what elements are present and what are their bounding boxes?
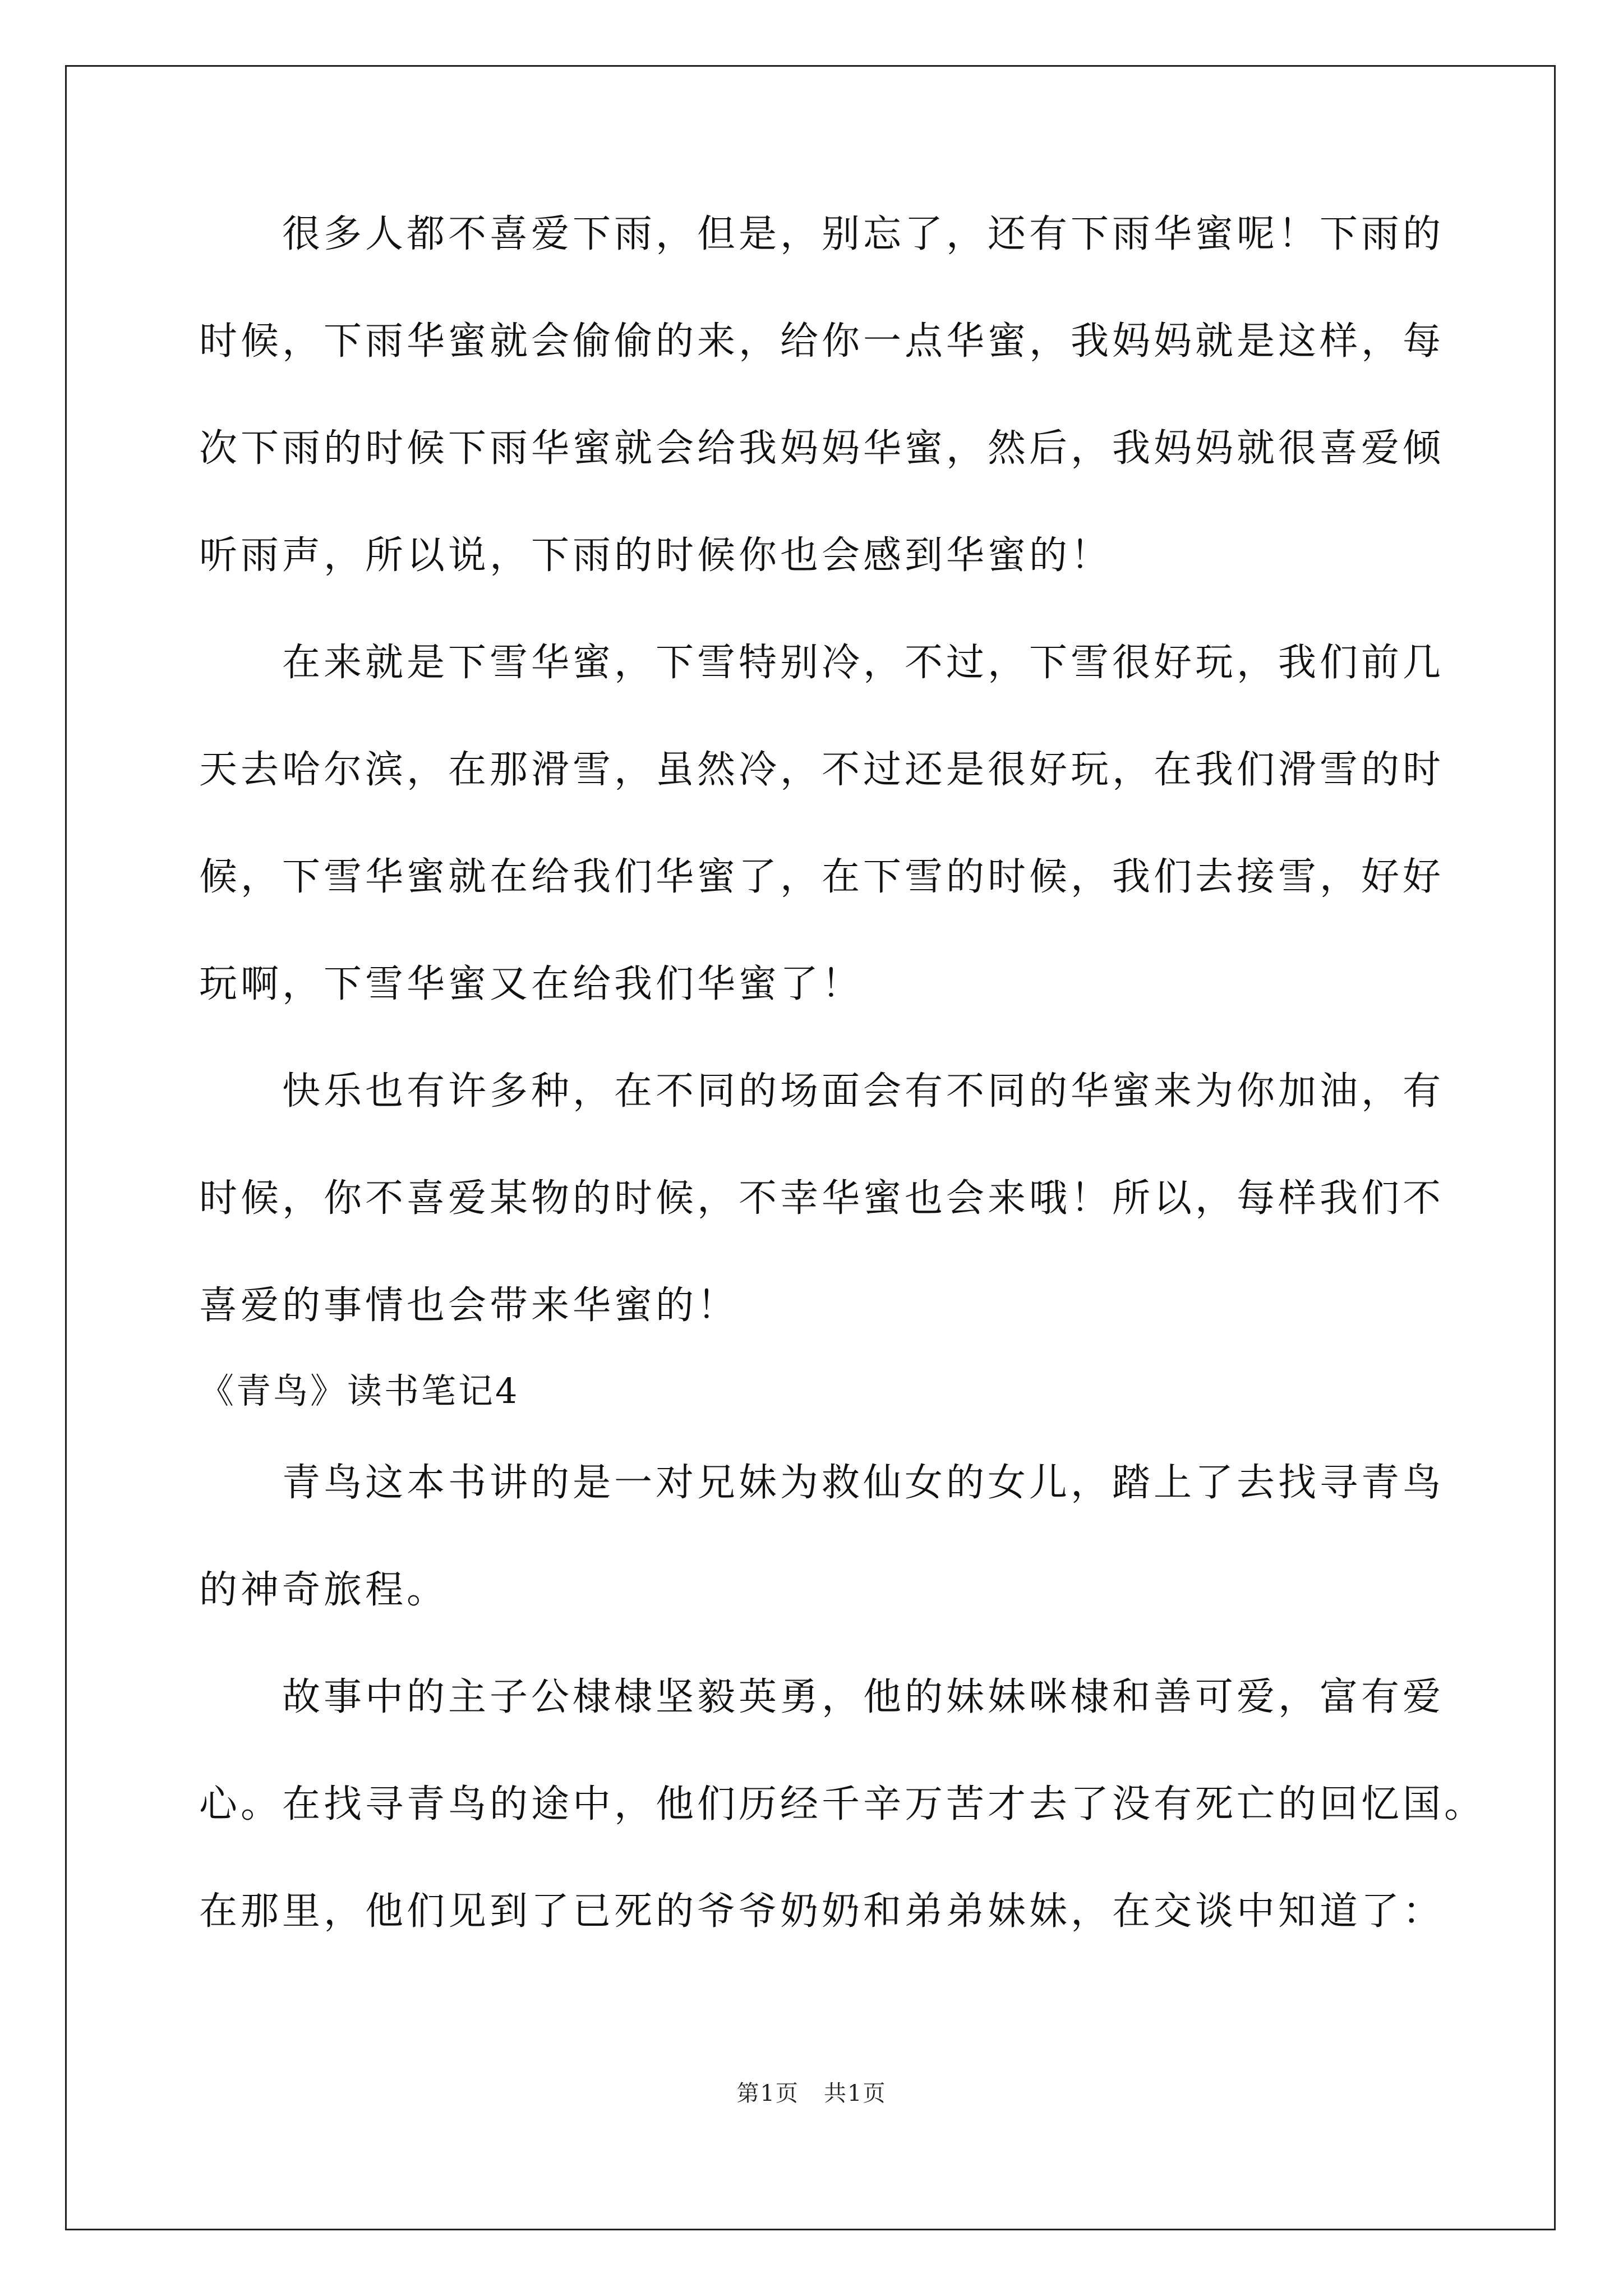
paragraph-line: 心。在找寻青鸟的途中，他们历经千辛万苦才去了没有死亡的回忆国。	[199, 1782, 1486, 1826]
paragraph-line: 时候，你不喜爱某物的时候，不幸华蜜也会来哦！所以，每样我们不	[199, 1176, 1445, 1221]
paragraph-line: 听雨声，所以说，下雨的时候你也会感到华蜜的！	[199, 533, 1113, 578]
paragraph-line: 青鸟这本书讲的是一对兄妹为救仙女的女儿，踏上了去找寻青鸟	[282, 1461, 1445, 1505]
paragraph-line: 喜爱的事情也会带来华蜜的！	[199, 1283, 739, 1328]
paragraph-line: 很多人都不喜爱下雨，但是，别忘了，还有下雨华蜜呢！下雨的	[282, 212, 1445, 256]
paragraph-line: 天去哈尔滨，在那滑雪，虽然冷，不过还是很好玩，在我们滑雪的时	[199, 748, 1445, 792]
paragraph-line: 在来就是下雪华蜜，下雪特别冷，不过，下雪很好玩，我们前几	[282, 641, 1445, 685]
paragraph-line: 玩啊，下雪华蜜又在给我们华蜜了！	[199, 962, 864, 1006]
paragraph-line: 候，下雪华蜜就在给我们华蜜了，在下雪的时候，我们去接雪，好好	[199, 855, 1445, 899]
paragraph-line: 在那里，他们见到了已死的爷爷奶奶和弟弟妹妹，在交谈中知道了：	[199, 1889, 1445, 1934]
paragraph-line: 故事中的主子公棣棣坚毅英勇，他的妹妹咪棣和善可爱，富有爱	[282, 1675, 1445, 1719]
paragraph-line: 次下雨的时候下雨华蜜就会给我妈妈华蜜，然后，我妈妈就很喜爱倾	[199, 426, 1445, 471]
paragraph-line: 的神奇旅程。	[199, 1568, 449, 1612]
paragraph-line: 快乐也有许多种，在不同的场面会有不同的华蜜来为你加油，有	[282, 1069, 1445, 1114]
page-number-footer: 第1页 共1页	[736, 2081, 887, 2106]
section-title: 《青鸟》读书笔记4	[199, 1370, 520, 1411]
paragraph-line: 时候，下雨华蜜就会偷偷的来，给你一点华蜜，我妈妈就是这样，每	[199, 319, 1445, 364]
